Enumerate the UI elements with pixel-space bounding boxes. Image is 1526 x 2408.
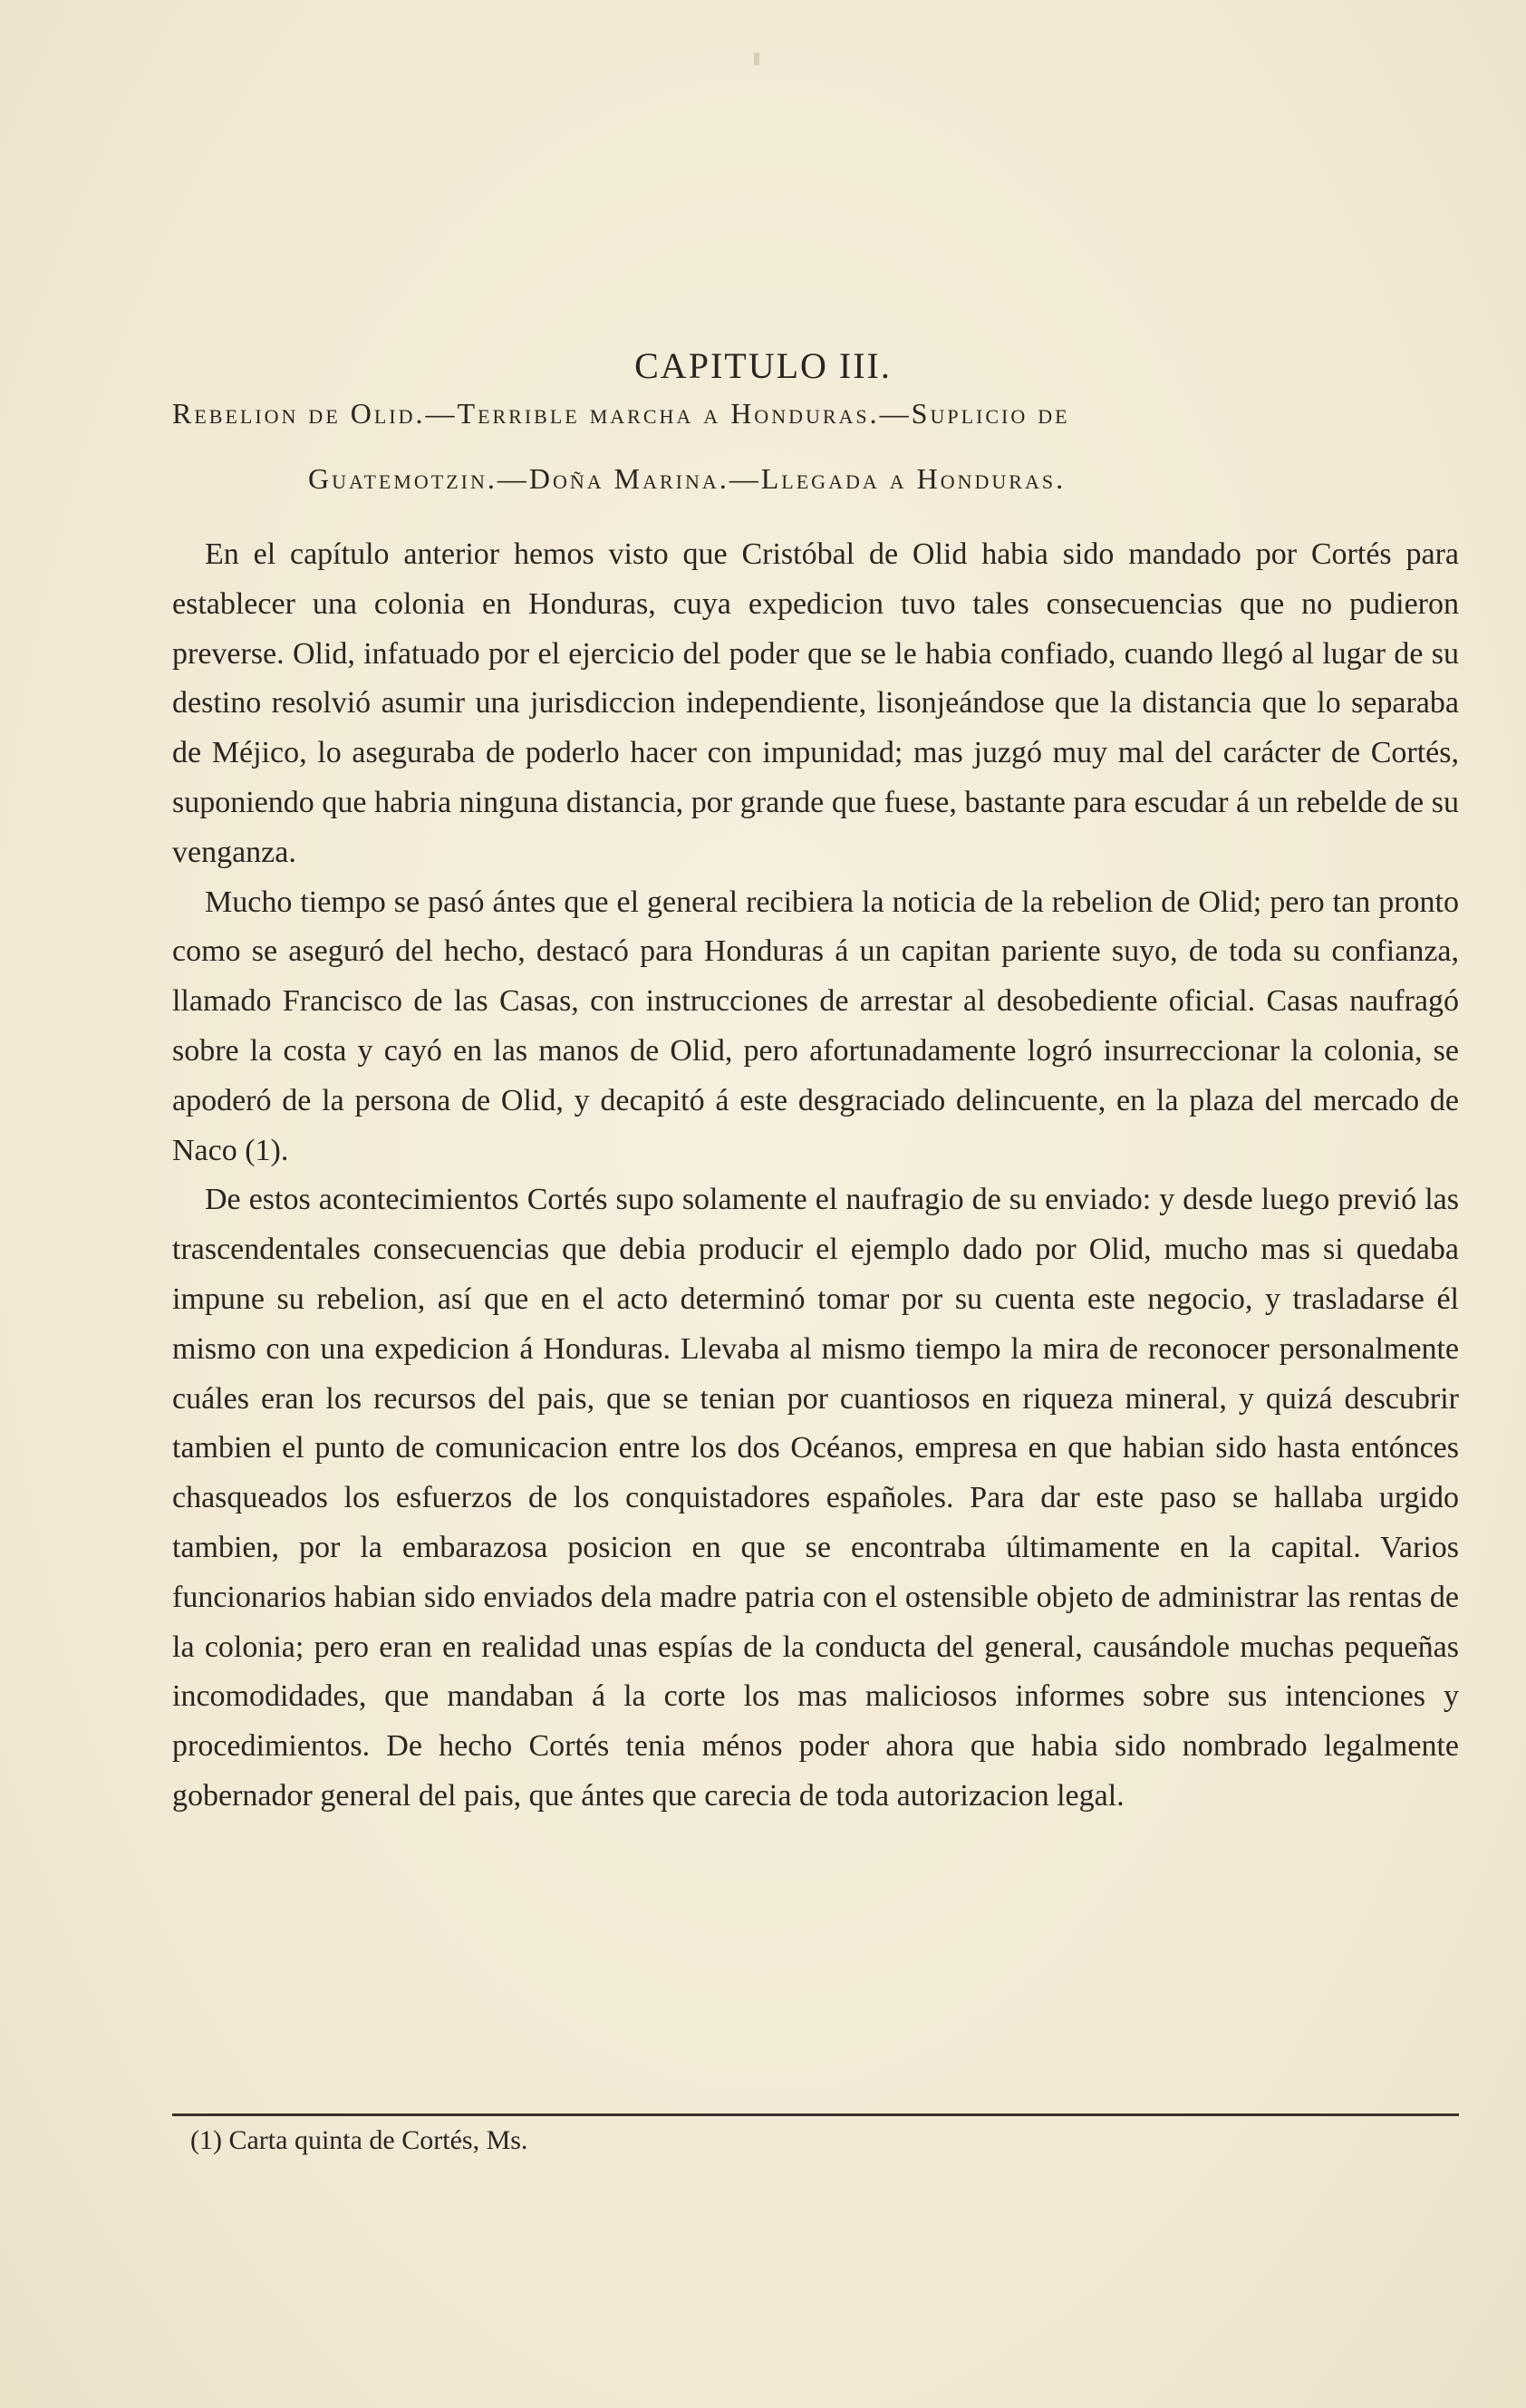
paragraph-1: En el capítulo anterior hemos visto que Cristóbal de Olid habia sido mandado por Cortés para establecer una colonia en Honduras, cuya expedicion tuvo tales consecuencias que no pudieron preverse. Olid, infatuado por el ejercicio del poder que se le habia confiado, cuando llegó al lugar de su destino resolvió asumir una jurisdiccion independiente, lisonjeándose que la distancia que lo separaba de Méjico, lo aseguraba de poderlo hacer con impunidad; mas juzgó muy mal del carácter de Cortés, suponiendo que habria ninguna distancia, por grande que fuese, bastante para escudar á un rebelde de su venganza. [172,537,1459,869]
chapter-body [172,530,1459,1822]
chapter-summary-line-2: Guatemotzin.—Doña Marina.—Llegada a Honduras. [308,462,1067,495]
paragraph-2: Mucho tiempo se pasó ántes que el general recibiera la noticia de la rebelion de Olid; pero tan pronto como se aseguró del hecho, destacó para Honduras á un capitan pariente suyo, de toda su confianza, llamado Francisco de las Casas, con instrucciones de arrestar al desobediente oficial. Casas naufragó sobre la costa y cayó en las manos de Olid, pero afortunadamente logró insurreccionar la colonia, se apoderó de la persona de Olid, y decapitó á este desgraciado delincuente, en la plaza del mercado de Naco (1). [172,885,1459,1167]
paper-blemish [754,53,759,65]
chapter-summary-line-1: Rebelion de Olid.—Terrible marcha a Honduras.—Suplicio de [172,397,1070,430]
footnote-divider [172,2113,1459,2116]
chapter-title: CAPITULO III. [634,345,892,386]
paragraph-3: De estos acontecimientos Cortés supo solamente el naufragio de su enviado: y desde luego previó las trascendentales consecuencias que debia producir el ejemplo dado por Olid, mucho mas si quedaba impune su rebelion, así que en el acto determinó tomar por su cuenta este negocio, y trasladarse él mismo con una expedicion á Honduras. Llevaba al mismo tiempo la mira de reconocer personalmente cuáles eran los recursos del pais, que se tenian por cuantiosos en riqueza mineral, y quizá descubrir tambien el punto de comunicacion entre los dos Océanos, empresa en que habian sido hasta entónces chasqueados los esfuerzos de los conquistadores españoles. Para dar este paso se hallaba urgido tambien, por la embarazosa posicion en que se encontraba últimamente en la capital. Varios funcionarios habian sido enviados dela madre patria con el ostensible objeto de administrar las rentas de la colonia; pero eran en realidad unas espías de la conducta del general, causándole muchas pequeñas incomodidades, que mandaban á la corte los mas maliciosos informes sobre sus intenciones y procedimientos. De hecho Cortés tenia ménos poder ahora que habia sido nombrado legalmente gobernador general del pais, que ántes que carecia de toda autorizacion legal. [172,1183,1459,1813]
footnote: (1) Carta quinta de Cortés, Ms. [190,2125,528,2155]
